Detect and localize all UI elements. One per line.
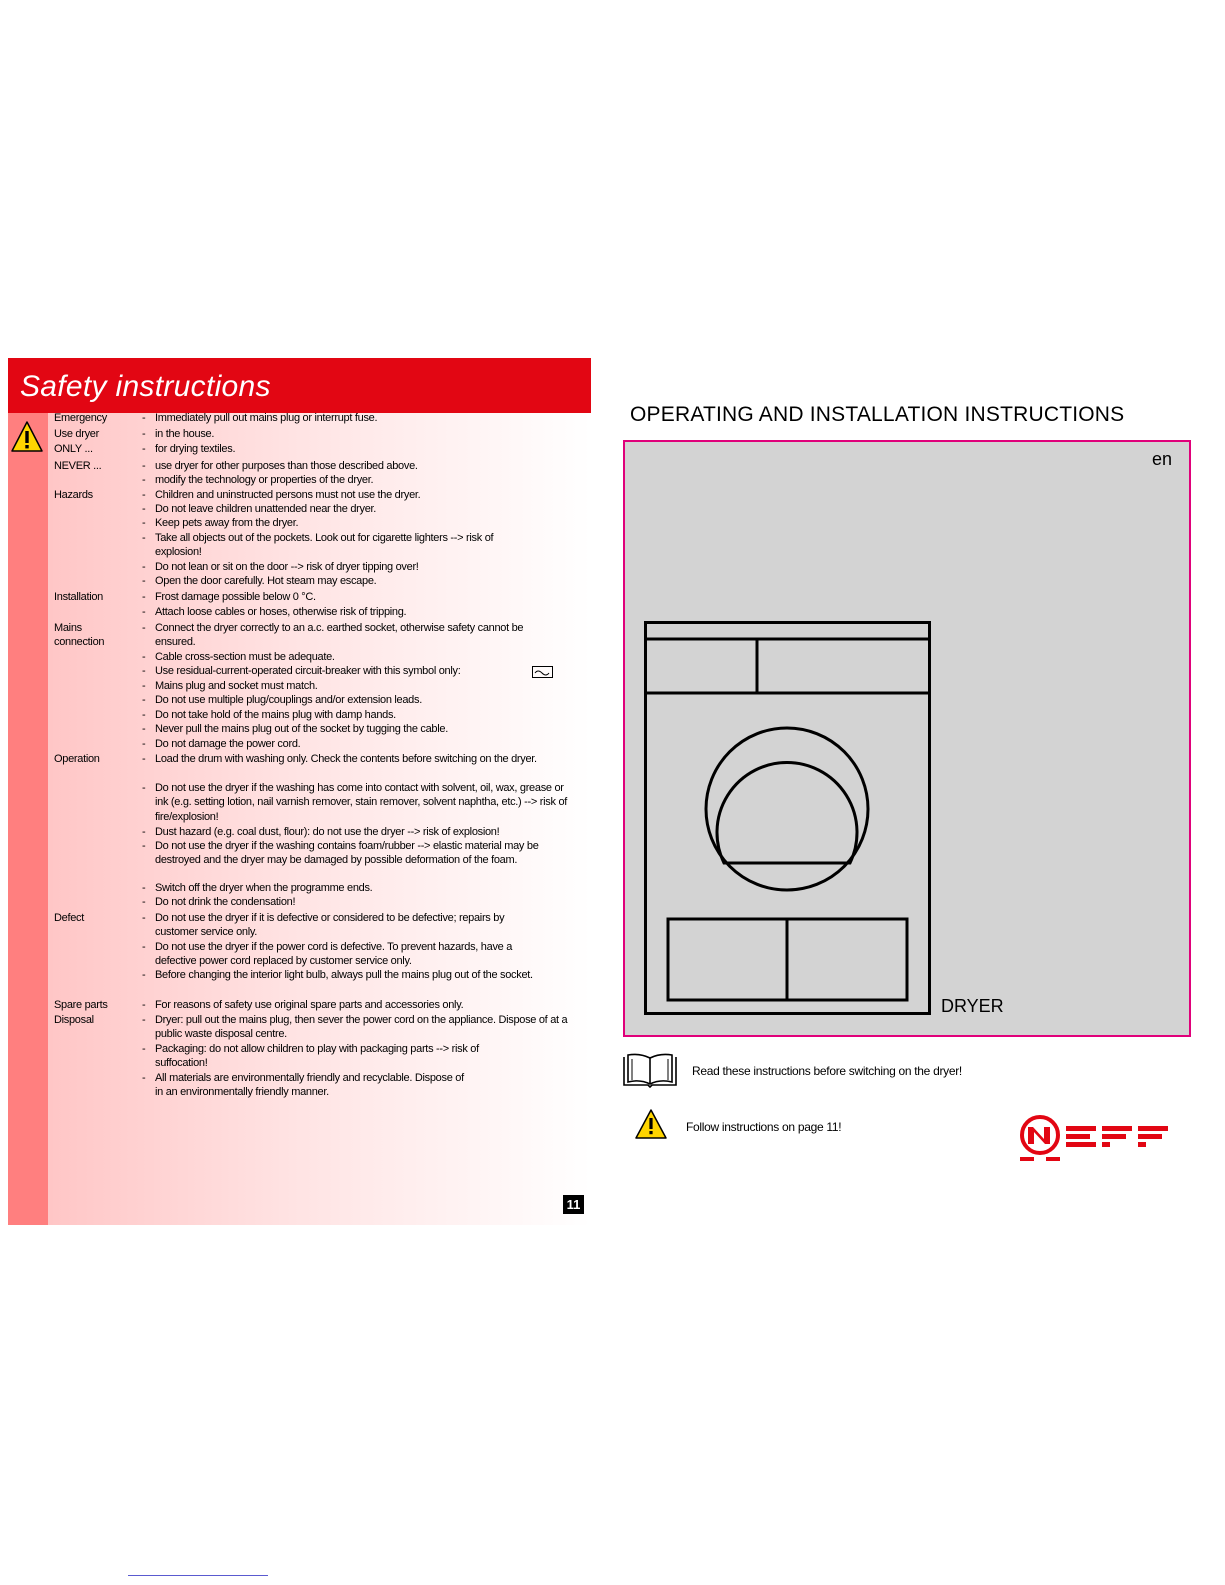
follow-instructions-note: Follow instructions on page 11! — [686, 1120, 842, 1134]
list-item: - use dryer for other purposes than those described above. — [142, 460, 418, 472]
read-instructions-note: Read these instructions before switching on the dryer! — [692, 1064, 962, 1078]
list-item: - Do not use multiple plug/couplings and/or extension leads. — [142, 694, 422, 706]
page-number: 11 — [563, 1195, 584, 1214]
side-band — [8, 413, 48, 1225]
list-item: - All materials are environmentally friendly and recyclable. Dispose of in an environmentally friendly manner. — [142, 1072, 464, 1099]
list-item: - Children and uninstructed persons must not use the dryer. — [142, 489, 421, 501]
list-item: - Do not lean or sit on the door --> risk of dryer tipping over! — [142, 561, 419, 573]
cover-title: OPERATING AND INSTALLATION INSTRUCTIONS — [630, 403, 1125, 426]
section-label-installation: Installation — [54, 591, 103, 603]
section-label-emergency: Emergency — [54, 412, 107, 424]
list-item: - Cable cross-section must be adequate. — [142, 651, 335, 663]
section-label-operation: Operation — [54, 753, 100, 765]
list-item: - For reasons of safety use original spare parts and accessories only. — [142, 999, 464, 1011]
list-item: - Use residual-current-operated circuit-breaker with this symbol only: — [142, 665, 461, 677]
list-item: - Take all objects out of the pockets. Look out for cigarette lighters --> risk of explosion! — [142, 532, 494, 559]
list-item: - Dust hazard (e.g. coal dust, flour): do not use the dryer --> risk of explosion! — [142, 826, 500, 838]
list-item: - Dryer: pull out the mains plug, then sever the power cord on the appliance. Dispose of at a public waste disposal centre. — [142, 1014, 568, 1041]
section-label-defect: Defect — [54, 912, 84, 924]
header-bar — [8, 358, 591, 413]
footer-line — [128, 1575, 268, 1576]
list-item: - Do not take hold of the mains plug with damp hands. — [142, 709, 396, 721]
section-label-only: ONLY ... — [54, 443, 93, 455]
list-item: - Connect the dryer correctly to an a.c. earthed socket, otherwise safety cannot be ensured. — [142, 622, 524, 649]
list-item: - Open the door carefully. Hot steam may escape. — [142, 575, 377, 587]
list-item: - modify the technology or properties of the dryer. — [142, 474, 374, 486]
section-label-spare-parts: Spare parts — [54, 999, 108, 1011]
list-item: - Do not use the dryer if the washing contains foam/rubber --> elastic material may be destroyed and the dryer may be damaged by possible deformation of the foam. — [142, 840, 539, 867]
page-title: Safety instructions — [20, 370, 271, 403]
list-item: - Do not leave children unattended near the dryer. — [142, 503, 377, 515]
section-label-disposal: Disposal — [54, 1014, 94, 1026]
list-item: - Do not use the dryer if the washing has come into contact with solvent, oil, wax, grease or ink (e.g. setting lotion, nail varnish remover, stain remover, solvent naphtha, etc.) --> risk of fire/explosion! — [142, 782, 568, 823]
list-item: - Keep pets away from the dryer. — [142, 517, 299, 529]
dryer-illustration — [644, 621, 934, 1017]
list-item: - in the house. — [142, 428, 215, 440]
list-item: - for drying textiles. — [142, 443, 236, 455]
list-item: - Load the drum with washing only. Check the contents before switching on the dryer. — [142, 753, 537, 765]
list-item: - Immediately pull out mains plug or interrupt fuse. — [142, 412, 378, 424]
section-label-mains-connection: Mains connection — [54, 622, 105, 649]
product-label: DRYER — [941, 996, 1004, 1016]
list-item: - Do not drink the condensation! — [142, 896, 296, 908]
list-item: - Do not damage the power cord. — [142, 738, 301, 750]
warning-triangle-icon — [10, 420, 44, 454]
neff-logo — [1018, 1113, 1176, 1165]
warning-triangle-icon — [634, 1108, 668, 1140]
section-label-use-dryer: Use dryer — [54, 428, 99, 440]
list-item: - Mains plug and socket must match. — [142, 680, 318, 692]
list-item: - Do not use the dryer if the power cord is defective. To prevent hazards, have a defective power cord replaced by customer service only. — [142, 941, 513, 968]
list-item: - Switch off the dryer when the programme ends. — [142, 882, 373, 894]
list-item: - Frost damage possible below 0 °C. — [142, 591, 316, 603]
rcd-symbol-icon — [532, 666, 553, 678]
section-label-never: NEVER ... — [54, 460, 102, 472]
list-item: - Attach loose cables or hoses, otherwise risk of tripping. — [142, 606, 407, 618]
list-item: - Packaging: do not allow children to play with packaging parts --> risk of suffocation! — [142, 1043, 479, 1070]
language-code: en — [1152, 449, 1173, 469]
list-item: - Do not use the dryer if it is defective or considered to be defective; repairs by customer service only. — [142, 912, 505, 939]
list-item: - Never pull the mains plug out of the socket by tugging the cable. — [142, 723, 448, 735]
book-icon — [622, 1053, 678, 1089]
list-item: - Before changing the interior light bulb, always pull the mains plug out of the socket. — [142, 969, 533, 981]
section-label-hazards: Hazards — [54, 489, 93, 501]
